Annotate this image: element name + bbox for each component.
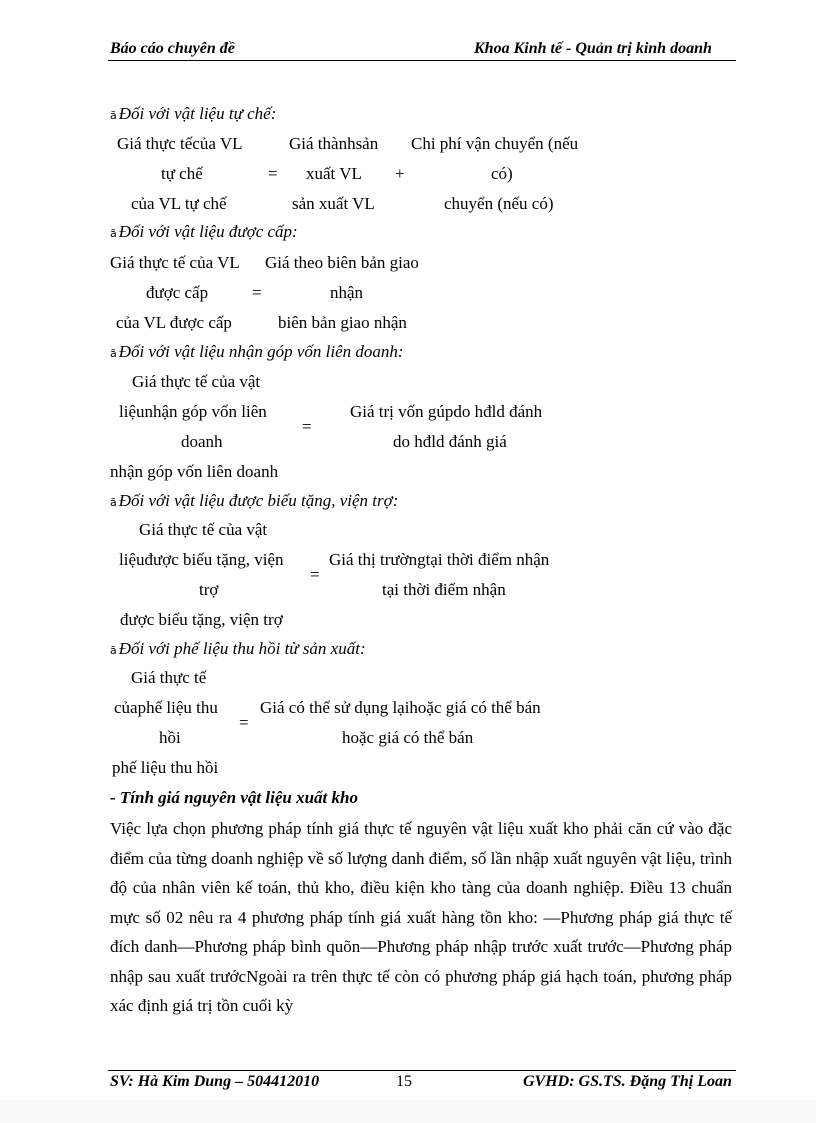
page-bottom-margin — [0, 1100, 816, 1123]
formula-text: Giá thànhsản — [289, 134, 379, 153]
footer-left: SV: Hà Kim Dung – 504412010 — [110, 1073, 320, 1090]
bullet-icon: ã — [110, 347, 117, 360]
footer-rule — [108, 1070, 736, 1071]
heading-tu-che: ã Đối với vật liệu tự chế: — [110, 104, 277, 123]
equals-sign: = — [252, 283, 262, 302]
bullet-icon: ã — [110, 496, 117, 509]
page-number: 15 — [396, 1073, 412, 1090]
footer-right: GVHD: GS.TS. Đặng Thị Loan — [523, 1073, 732, 1090]
header-left: Báo cáo chuyên đề — [110, 40, 235, 57]
paragraph-text: Việc lựa chọn phương pháp tính giá thực tế nguyên vật liệu xuất kho phải căn cứ vào đặc điểm của từng doanh nghiệp về số lượng danh điểm, số lần nhập xuất nguyên vật liệu, trình độ của nhân viên kế toán, thủ kho, điều kiện kho tàng của doanh nghiệp. Điều 13 chuẩn mực số 02 nêu ra 4 phương pháp tính giá xuất hàng tồn kho: —Phương pháp giá thực tế đích danh—Phương pháp bình quõn—Phương pháp nhập trước xuất trước—Phương pháp nhập sau xuất trướcNgoài ra trên thực tế còn có phương pháp giá hạch toán, phương pháp xác định giá trị tồn cuối kỳ — [110, 819, 732, 1015]
heading-duoc-cap: ã Đối với vật liệu được cấp: — [110, 222, 298, 241]
formula-text: biên bản giao nhận — [278, 313, 407, 332]
formula-text: của VL được cấp — [116, 313, 232, 332]
equals-sign: = — [310, 565, 320, 584]
header-right: Khoa Kinh tế - Quản trị kinh doanh — [474, 40, 712, 57]
formula-text: Giá thị trườngtại thời điểm nhận — [329, 550, 550, 569]
formula-text: hồi — [159, 728, 181, 747]
formula-text: Giá thực tế của VL — [110, 253, 240, 272]
formula-text: tự chế — [161, 164, 203, 183]
bullet-icon: ã — [110, 227, 117, 240]
formula-text: Giá theo biên bản giao — [265, 253, 419, 272]
formula-text: chuyển (nếu có) — [444, 194, 554, 213]
formula-text: có) — [491, 164, 513, 183]
formula-text: hoặc giá có thể bán — [342, 728, 474, 747]
heading-phe-lieu: ã Đối với phế liệu thu hồi từ sản xuất: — [110, 639, 366, 658]
formula-text: phế liệu thu hồi — [112, 758, 219, 777]
formula-text: Giá thực tế của vật — [139, 520, 268, 539]
formula-text: được cấp — [146, 283, 209, 302]
formula-text: liệunhận góp vốn liên — [119, 402, 267, 421]
formula-text: Giá thực tế của vật — [132, 372, 261, 391]
equals-sign: = — [268, 164, 278, 183]
formula-text: Giá trị vốn gúpdo hđld đánh — [350, 402, 543, 421]
equals-sign: = — [239, 713, 249, 732]
formula-text: tại thời điểm nhận — [382, 580, 506, 599]
formula-text: được biếu tặng, viện trợ — [120, 610, 283, 629]
formula-text: Giá thực tếcủa VL — [117, 134, 243, 153]
heading-bieu-tang: ã Đối với vật liệu được biếu tặng, viện trợ: — [110, 491, 399, 510]
header-rule — [108, 60, 736, 61]
formula-text: nhận — [330, 283, 364, 302]
formula-text: Chi phí vận chuyển (nếu — [411, 134, 579, 153]
formula-text: liệuđược biếu tặng, viện — [119, 550, 284, 569]
formula-text: trợ — [199, 580, 219, 599]
formula-text: doanh — [181, 432, 223, 451]
body-paragraph — [110, 814, 732, 1021]
equals-sign: = — [302, 417, 312, 436]
formula-text: xuất VL — [306, 164, 362, 183]
formula-text: của VL tự chế — [131, 194, 227, 213]
formula-text: nhận góp vốn liên doanh — [110, 462, 279, 481]
formula-text: sản xuất VL — [292, 194, 375, 213]
formula-text: Giá có thể sử dụng lạihoặc giá có thể bán — [260, 698, 541, 717]
bullet-icon: ã — [110, 644, 117, 657]
formula-text: củaphế liệu thu — [114, 698, 218, 717]
formula-text: Giá thực tế — [131, 668, 207, 687]
heading-gop-von: ã Đối với vật liệu nhận góp vốn liên doanh: — [110, 342, 404, 361]
plus-sign: + — [395, 164, 405, 183]
bullet-icon: ã — [110, 109, 117, 122]
formula-text: do hđld đánh giá — [393, 432, 507, 451]
section-title: - Tính giá nguyên vật liệu xuất kho — [110, 788, 358, 807]
